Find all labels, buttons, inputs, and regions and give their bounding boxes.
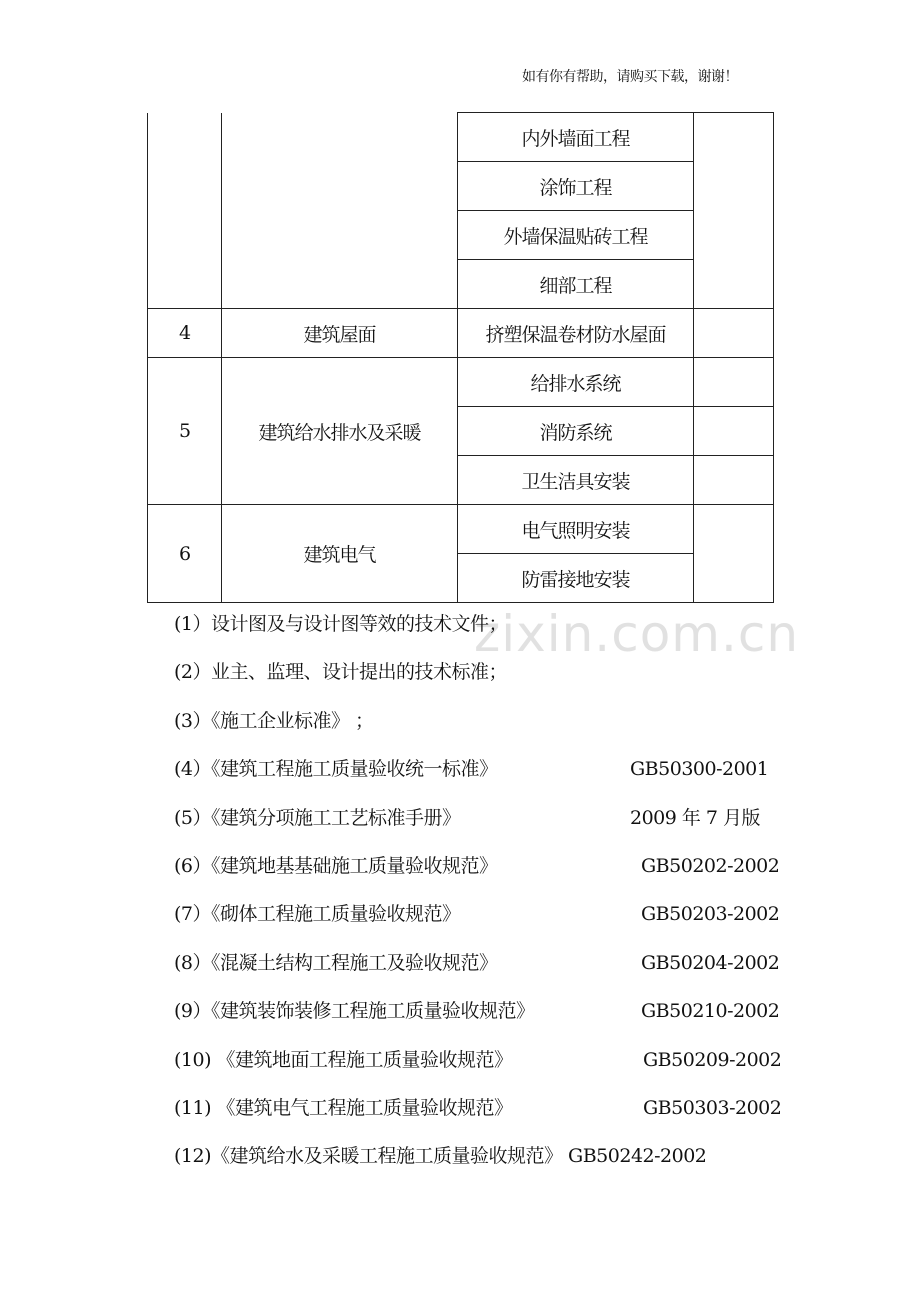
division-cell — [222, 113, 458, 309]
subitem-cell: 消防系统 — [458, 407, 694, 456]
reference-code: GB50209-2002 — [643, 1048, 782, 1071]
list-item — [174, 1044, 794, 1092]
remark-cell — [694, 505, 774, 603]
reference-title: (1）设计图及与设计图等效的技术文件； — [174, 613, 508, 635]
reference-code: GB50210-2002 — [641, 1000, 780, 1023]
reference-title: (5）《建筑分项施工工艺标准手册》 — [174, 806, 461, 829]
list-item — [174, 802, 794, 850]
subitem-cell: 内外墙面工程 — [458, 113, 694, 162]
works-division-table — [147, 112, 774, 603]
subitem-cell: 卫生洁具安装 — [458, 456, 694, 505]
list-item — [174, 656, 794, 704]
reference-code: GB50202-2002 — [641, 854, 780, 877]
remark-cell — [694, 113, 774, 309]
table-row — [148, 113, 774, 162]
remark-cell — [694, 309, 774, 358]
reference-code: GB50204-2002 — [641, 951, 780, 974]
subitem-cell: 防雷接地安装 — [458, 554, 694, 603]
reference-title: (4）《建筑工程施工质量验收统一标准》 — [174, 758, 498, 781]
subitem-cell: 细部工程 — [458, 260, 694, 309]
subitem-cell: 给排水系统 — [458, 358, 694, 407]
no-cell: 6 — [148, 505, 222, 603]
reference-code: GB50303-2002 — [643, 1096, 782, 1119]
reference-title: (9）《建筑装饰装修工程施工质量验收规范》 — [174, 1000, 535, 1023]
watermark: zixin.com.cn — [474, 605, 800, 663]
list-item — [174, 753, 794, 801]
division-cell: 建筑电气 — [222, 505, 458, 603]
table-row — [148, 505, 774, 554]
table-row — [148, 358, 774, 407]
list-item — [174, 608, 794, 656]
no-cell: 4 — [148, 309, 222, 358]
table-row — [148, 309, 774, 358]
reference-code: 2009 年 7 月版 — [630, 806, 761, 829]
reference-title: (7）《砌体工程施工质量验收规范》 — [174, 903, 461, 926]
list-item — [174, 1140, 794, 1188]
subitem-cell: 电气照明安装 — [458, 505, 694, 554]
reference-title: (6）《建筑地基基础施工质量验收规范》 — [174, 854, 498, 877]
remark-cell — [694, 407, 774, 456]
page-header-note: 如有你有帮助，请购买下载，谢谢！ — [522, 69, 738, 85]
subitem-cell: 挤塑保温卷材防水屋面 — [458, 309, 694, 358]
reference-title: (11) 《建筑电气工程施工质量验收规范》 — [174, 1096, 513, 1119]
reference-title: (3）《施工企业标准》 ； — [174, 709, 374, 732]
no-cell — [148, 113, 222, 309]
list-item — [174, 850, 794, 898]
reference-title: (10) 《建筑地面工程施工质量验收规范》 — [174, 1048, 513, 1071]
list-item — [174, 947, 794, 995]
subitem-cell: 外墙保温贴砖工程 — [458, 211, 694, 260]
reference-title: (2）业主、监理、设计提出的技术标准； — [174, 661, 508, 684]
remark-cell — [694, 456, 774, 505]
remark-cell — [694, 358, 774, 407]
reference-list — [174, 608, 794, 1189]
subitem-cell: 涂饰工程 — [458, 162, 694, 211]
reference-code: GB50300-2001 — [630, 758, 769, 781]
no-cell: 5 — [148, 358, 222, 505]
reference-title: (12)《建筑给水及采暖工程施工质量验收规范》 GB50242-2002 — [174, 1145, 707, 1168]
list-item — [174, 995, 794, 1043]
list-item — [174, 705, 794, 753]
list-item — [174, 1092, 794, 1140]
division-cell: 建筑给水排水及采暖 — [222, 358, 458, 505]
reference-code: GB50203-2002 — [641, 903, 780, 926]
reference-title: (8）《混凝土结构工程施工及验收规范》 — [174, 951, 498, 974]
list-item — [174, 898, 794, 946]
division-cell: 建筑屋面 — [222, 309, 458, 358]
